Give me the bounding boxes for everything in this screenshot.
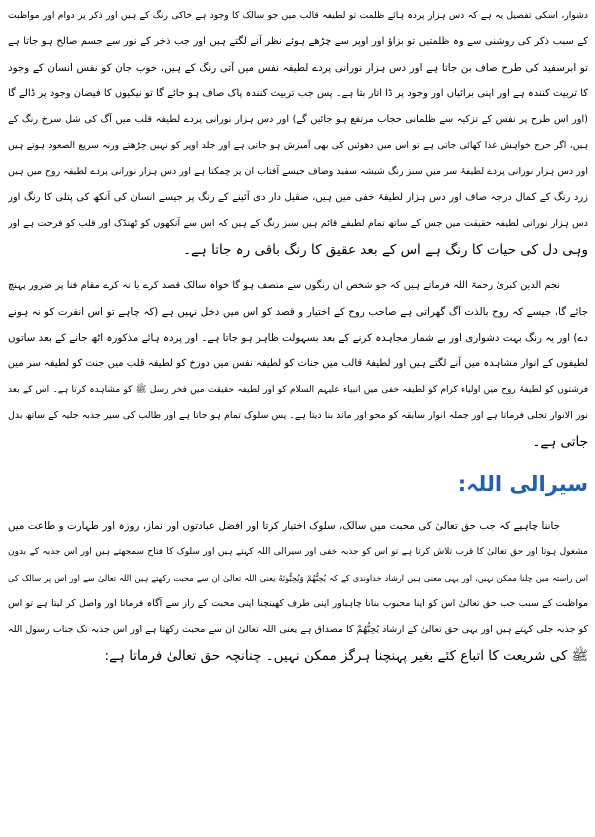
text-line: کے سبب ذکر کی روشنی سے وہ ظلمتیں تو بزاؤ اور اوپر سے چڑھے ہوئے نظر آنے لگتے ہیں اور جب ذخر کے نور سے جسم صالح ہو جاتا ہے [8,36,588,47]
text-line: ﷺ کی شریعت کا اتباع کئے بغیر پہنچنا ہرگز ممکن نہیں۔ چنانچہ حق تعالیٰ فرماتا ہے: [104,648,588,664]
text-line: مواظبت کے سبب جب حق تعالیٰ اس کو اپنا محبوب بنانا چاہیاور اپنی طرف کھینچنا اپنی محبت کے راز سے آگاہ فرماتا اور واصل کر لیتا ہے تو اس [8,598,588,609]
text-line: مشغول ہوتا اور حق تعالیٰ کا قرب تلاش کرتا ہے تو اس کو جذبہ خفی اور سیرالی اللہ کہتے ہیں اور سلوک کا فتاح سمجھتے ہیں اور اس جذبہ کے بدون [8,547,588,557]
section-heading: سیرالی اللہ: [457,472,588,496]
text-line: جاننا چاہیے کہ جب حق تعالیٰ کی محبت میں سالک، سلوک اختیار کرتا اور افضل عبادتوں اور نماز، روزہ اور طہارت و طاعت میں [8,520,560,532]
text-line: تو ابرسفید کی طرح صاف بن جاتا ہے اور دس ہزار نورانی پردے لطیفہ نفس میں آتی رنگ کے ہیں، خوب جان کو نفس انسان کے وجود [8,62,588,74]
paragraph-najmuddin-kubra [8,273,588,455]
text-line: ہیں، اگر حرج خواہش غذا کھائی جاتی ہے تو اس میں دھوئیں کی بھی آمیزش ہو جاتی ہے اور جلد اوپر کو نہیں چڑھتے ورنہ سریع الصعود ہوتے ہیں [8,140,588,151]
text-line: جائے گا، جیسے کہ روح بالذت آگ گھراتی ہے صاحب روح کے اختیار و قصد کو اس میں دخل نہیں ہے (کہ چاہے تو اس انفرت کو نہ ہونے [8,306,588,318]
text-line: جاتی ہے۔ [532,434,588,450]
text-line: کو جذبہ جلی کہتے ہیں اور یہی حق تعالیٰ کے ارشاد یُحِبُّهُمْ کا مصداق ہے یعنی اللہ تعالیٰ ان سے محبت رکھتا ہے اور اس جذبہ تک جناب رسول اللہ [8,624,588,635]
text-line: اور دس ہزار نورانی پردے لطیفۂ سر میں سبز رنگ شیشہ سفید وصاف جیسے آفتاب ان پر چمکتا ہے اور دس ہزار نورانی پردے لطیفہ روح میں ہیں [8,166,588,177]
text-line: کا تربیت کنندہ ہے اور اپنی برائیاں اور وجود پر ڈا اتار بتا ہے۔ پس جب تربیت کنندہ پاک صاف ہو جائے گا تو نیکیوں کا فیضان وجود پر ڈالے گا [8,88,588,99]
paragraph-lataif-colors [8,3,588,263]
text-line: زرد رنگ کے کمال درجہ صاف اور دس ہزار لطیفۂ خفی میں ہیں، صقیل دار دی آئینے کے رنگ پر جیسے انسان کی آنکھ کی پتلی کا رنگ اور [8,192,588,203]
paragraph-sair-ilallah [8,513,588,669]
text-line: دے) اور یہ رنگ بہت دشواری اور بے شمار مجاہدہ کرنے کے بعد بسہولت ظاہر ہو جاتا ہے۔ اور پردہ ہائے مذکورہ اٹھ جانے کے بعد ساتوں [8,332,588,344]
text-line: وہی دل کی حیات کا رنگ ہے اس کے بعد عقیق کا رنگ باقی رہ جاتا ہے۔ [183,242,588,258]
text-line: اس راستہ میں چلنا ممکن نہیں، اور یہی معنی ہیں ارشاد خداوندی کے کہ یُحِبُّهُمْ وَيُحِبُّونَهُ یعنی اللہ تعالیٰ ان سے محبت رکھتے ہیں اللہ تعالیٰ سے اور اس پر سالک کی [8,573,588,583]
text-line: نور الانوار تجلی فرماتا ہے اور جملہ انوار سابقہ کو محو اور ماند بنا دیتا ہے۔ پس سلوک تمام ہو جاتا ہے اور طالب کی سیر جذبہ جلیہ کے ساتھ بدل [8,410,588,421]
text-line: نجم الدین کبریٰ رحمۃ اللہ فرماتے ہیں کہ جو شخص ان رنگوں سے متصف ہو گا خواہ سالک قصد کرے یا نہ کرے مقام فنا پر ضرور پہنچ [8,280,560,291]
text-line: لطیفوں کے انوار مشاہدہ میں آنے لگتے ہیں اور لطیفۂ قالب میں جنات کو لطیفہ نفس میں دوزخ کو لطیفہ قلب میں جنت کو لطیفہ سر میں [8,358,588,369]
text-line: (اور اس طرح پر نفس کے تزکیہ سے ظلمانی حجاب مرتفع ہو جائیں گے) اور دس ہزار نورانی پردے لطیفہ قلب میں آگ کی شل سرخ رنگ کے [8,114,588,125]
text-line: دس ہزار نورانی لطیفہ حقیقت میں جس کے ساتھ تمام لطیفے قائم ہیں سبز رنگ کے ہیں کہ اس سے آنکھوں کو ٹھنڈک اور قلب کو فرحت ہے اور [8,218,588,229]
text-line: فرشتوں کو لطیفۂ روح میں اولیاء کرام کو لطیفہ خفی میں انبیاء علیہم السلام کو اور لطیفہ حقیقت میں فخر رسل ﷺ کو مشاہدہ کرتا ہے۔ اس کے بعد [8,385,588,395]
text-line: دشوار، اسکی تفصیل یہ ہے کہ دس ہزار پردہ ہائے ظلمت تو لطیفہ قالب میں جو سالک کا وجود ہے خاکی رنگ کے ہیں اور ذکر پر دوام اور مواظبت [8,10,588,21]
